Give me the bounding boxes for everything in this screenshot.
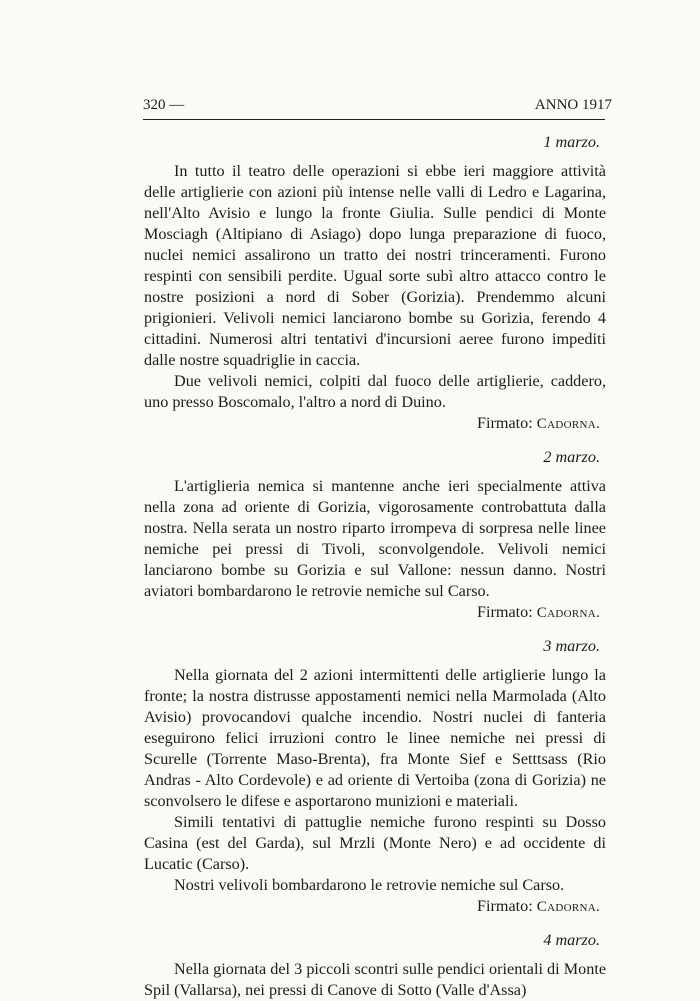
paragraph: Nella giornata del 2 azioni intermittenti delle artiglierie lungo la fronte; la nostra distrusse appostamenti nemici nella Marmolada (Alto Avisio) provocandovi qualche incendio. Nostri nuclei di fanteria eseguirono felici irruzioni contro le linee nemiche nei pressi di Scurelle (Torrente Maso-Brenta), fra Monte Sief e Setttsass (Rio Andras - Alto Cordevole) e ad oriente di Vertoiba (zona di Gorizia) ne sconvolsero le difese e asportarono munizioni e materiali.: [144, 666, 606, 810]
paragraph: Simili tentativi di pattuglie nemiche furono respinti su Dosso Casina (est del Garda), sul Mrzli (Monte Nero) e ad occidente di Lucatic (Carso).: [144, 813, 606, 873]
signature: [144, 413, 600, 435]
signature: [144, 896, 600, 918]
bulletin-section: [144, 132, 606, 435]
bulletin-section: [144, 930, 606, 1001]
signature-name: Cadorna.: [536, 416, 600, 432]
page-number: 320 —: [143, 97, 185, 113]
paragraph: L'artiglieria nemica si mantenne anche ieri specialmente attiva nella zona ad oriente di Gorizia, vigorosamente controbattuta dalla nostra. Nella serata un nostro riparto irrompeva di sorpresa nelle linee nemiche pei pressi di Tivoli, sconvolgendole. Velivoli nemici lanciarono bombe su Gorizia e sul Vallone: nessun danno. Nostri aviatori bombardarono le retrovie nemiche sul Carso.: [144, 477, 606, 600]
signature-label: Firmato:: [476, 603, 533, 621]
section-date: 1 marzo.: [543, 133, 600, 151]
paragraph: Due velivoli nemici, colpiti dal fuoco delle artiglierie, caddero, uno presso Boscomalo, l'altro a nord di Duino.: [144, 372, 606, 411]
signature-label: Firmato:: [476, 414, 533, 432]
page-header: [143, 96, 612, 114]
paragraph: Nostri velivoli bombardarono le retrovie nemiche sul Carso.: [174, 876, 565, 894]
section-date: 3 marzo.: [543, 637, 600, 655]
section-date: 4 marzo.: [543, 931, 600, 949]
signature-name: Cadorna.: [536, 605, 600, 621]
paragraph: In tutto il teatro delle operazioni si ebbe ieri maggiore attività delle artiglierie con azioni più intense nelle valli di Ledro e Lagarina, nell'Alto Avisio e lungo la fronte Giulia. Sulle pendici di Monte Mosciagh (Altipiano di Asiago) dopo lunga preparazione di fuoco, nuclei nemici assalirono un tratto dei nostri trinceramenti. Furono respinti con sensibili perdite. Ugual sorte subì altro attacco contro le nostre posizioni a nord di Sober (Gorizia). Prendemmo alcuni prigionieri. Velivoli nemici lanciarono bombe su Gorizia, ferendo 4 cittadini. Numerosi altri tentativi d'incursioni aeree furono impediti dalle nostre squadriglie in caccia.: [144, 162, 606, 369]
bulletin-section: [144, 636, 606, 918]
bulletin-body: [144, 132, 606, 1001]
running-title: ANNO 1917: [534, 97, 612, 113]
paragraph: Nella giornata del 3 piccoli scontri sulle pendici orientali di Monte Spil (Vallarsa), nei pressi di Canove di Sotto (Valle d'Assa): [144, 960, 606, 999]
signature: [144, 602, 600, 624]
section-date: 2 marzo.: [543, 448, 600, 466]
header-rule: [143, 119, 605, 120]
bulletin-section: [144, 447, 606, 624]
signature-name: Cadorna.: [536, 899, 600, 915]
signature-label: Firmato:: [476, 897, 533, 915]
